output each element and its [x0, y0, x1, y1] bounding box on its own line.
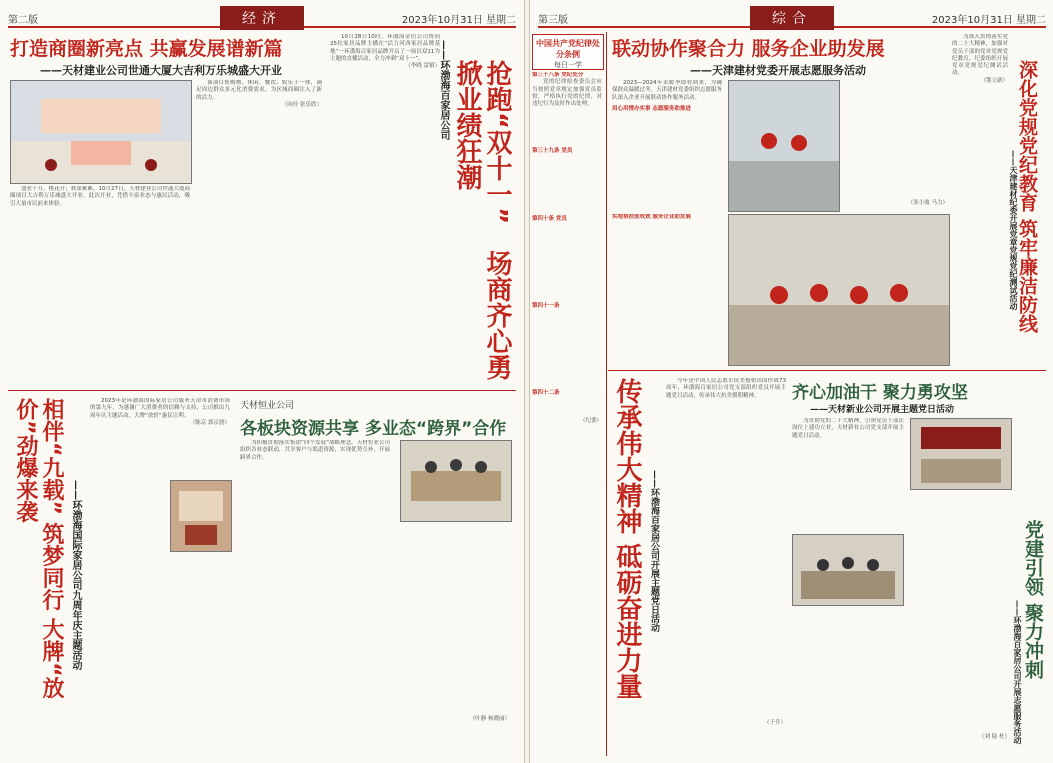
article-subhead: ——天津建材党委开展志愿服务活动: [690, 64, 866, 77]
sidebar-title: 中国共产党纪律处分条例: [536, 39, 600, 59]
divider: [8, 390, 516, 391]
group-photo-graphic: [793, 535, 903, 605]
article-photo: [170, 480, 232, 552]
meeting-photo-graphic: [401, 441, 511, 521]
article-body: [330, 34, 440, 386]
body-text: 党的纪律检查委员会应当按照党章规定加强党员监督，严格执行党的纪律，对违纪行为及时作出处理。: [532, 79, 602, 108]
vertical-headline: 抢跑“双十一” 场商齐心勇掀业绩狂潮: [452, 60, 512, 381]
sidebar-title-box: [532, 34, 604, 70]
right-page: [529, 0, 1053, 763]
article-body-3: [842, 80, 948, 210]
issue-date: 2023年10月31日 星期二: [931, 15, 1046, 26]
body-text: 该项目集购物、休闲、餐饮、娱乐于一体，满足周边群众多元化消费需求，为区域商圈注入了新的活力。: [196, 80, 322, 101]
sidebar-article: 第四十条 党员: [532, 215, 567, 222]
byline: （纪委）: [579, 417, 602, 424]
byline: （刘 陆 杜）: [979, 734, 1010, 740]
article-headline: 齐心加油干 聚力勇攻坚: [792, 383, 968, 403]
article-photo: [728, 80, 840, 212]
article-photo: [400, 440, 512, 522]
vertical-headline: 传承伟大精神 砥砺奋进力量: [612, 378, 642, 700]
body-text: 10月28日10时，环渤海金居公司协同25位家居品牌主播在“活力河西家居品牌基地”一环渤海百家居品牌开启了一场以双11为主题的直播活动，全力冲刺“双十一”。: [330, 34, 440, 62]
section-heading: 实地帮扶创成效 服务企业助发展: [612, 214, 691, 220]
section-heading: 用心用情办实事 志愿服务助推进: [612, 105, 691, 112]
vertical-headline: 深化党规党纪教育 筑牢廉洁防线: [1016, 60, 1038, 333]
vertical-headline: 党建引领 聚力冲刺: [1022, 520, 1044, 679]
article-photo: [792, 534, 904, 606]
classroom-photo-graphic: [911, 419, 1011, 489]
sidebar-article: 第三十九条 党员: [532, 148, 573, 155]
volunteer-photo-graphic: [729, 81, 839, 211]
article-subhead: ——天材新业公司开展主题党日活动: [810, 405, 955, 415]
vertical-subhead: ——环渤海百家居公司开展志愿服务活动: [1013, 600, 1022, 744]
vertical-subhead: ——环渤海国际家居公司九周年庆主题活动: [70, 480, 81, 670]
byline: （向玲 张乐欣）: [281, 101, 322, 108]
body-text: 为贯彻党的二十大精神，引领党员干部在岗位上建功立业，天材新业公司党支部开展主题党日活动。: [792, 418, 904, 439]
article-headline: 打造商圈新亮点 共赢发展谱新篇: [10, 38, 283, 60]
article-body-2: [196, 80, 322, 386]
body-text: 为积极贯彻落实集团“四个发展”战略理念，天材恒业公司组织各业态联动，共享客户与渠道资源，实现优势互补，开展跨界合作。: [240, 440, 390, 461]
page-header: [8, 6, 516, 28]
byline: （于升）: [763, 719, 786, 726]
issue-date: 2023年10月31日 星期二: [401, 15, 516, 26]
body-text: 2023年是环渤海国际家居公司服务天津市消费市场的第九年。为感谢广大消费者的信赖与支持，公司推出九周年庆主题活动，大牌“放价”惠民让利。: [90, 398, 230, 419]
article-photo: [728, 214, 950, 366]
sidebar-article: 第四十一条: [532, 303, 560, 310]
article-headline: 联动协作聚合力 服务企业助发展: [612, 38, 885, 60]
vertical-subhead: ——天津建材纪委开展党章党规党纪测试活动: [1009, 150, 1018, 310]
page-number: 第二版: [8, 15, 38, 26]
article-photo: [10, 80, 192, 184]
left-page: [0, 0, 525, 763]
article-subhead: ——天材建业公司世通大厦大吉利万乐城盛大开业: [40, 64, 282, 77]
article-headline: 各板块资源共享 多业态“跨界”合作: [240, 419, 507, 439]
byline: （张小波 马力）: [907, 200, 948, 206]
column-divider: [606, 32, 607, 756]
byline: （叶静 杨晓丽）: [469, 716, 510, 722]
body-text: 2023—2024年采暖季即将到来，为确保群众温暖过冬，天津建材党委组织志愿服务队深入企业开展联动协作服务活动。: [612, 80, 722, 101]
mall-photo-graphic: [11, 81, 191, 183]
article-body: [666, 378, 786, 748]
article-body: [90, 398, 230, 738]
byline: （鄂立新）: [980, 77, 1008, 84]
page-header: [538, 6, 1046, 28]
sidebar-body: [532, 72, 602, 752]
sidebar-article: 第三十八条 党纪处分: [532, 72, 584, 78]
body-text: 今年是中国人民志愿军抗美援朝出国作战73周年，环渤海百家居公司党支部组织党员开展主题党日活动，传承伟大抗美援朝精神。: [666, 378, 786, 399]
sidebar-article: 第四十二条: [532, 390, 560, 397]
article-body-2: [612, 214, 722, 374]
byline: （李晓 雷镇）: [405, 63, 440, 70]
article-body-2: [400, 526, 510, 738]
section-title: 综合: [750, 6, 834, 30]
article-body: [612, 80, 722, 210]
article-body: [952, 34, 1008, 364]
sidebar-subtitle: 每日一学: [554, 61, 582, 69]
vertical-subhead: ——环渤海百家居公司开展主题党日活动: [649, 470, 659, 632]
body-text: 为深入贯彻落实党的二十大精神，加强对党员干部的党章党规党纪教育，纪委组织开展党章党规党纪测试活动。: [952, 34, 1008, 77]
divider: [608, 370, 1046, 371]
article-label: 天材恒业公司: [240, 401, 295, 411]
promo-photo-graphic: [171, 481, 231, 551]
article-body: [10, 186, 190, 386]
vertical-headline: 相伴“九载” 筑梦同行 大牌“放价”劲爆来袭: [13, 398, 64, 699]
vertical-subhead: ——环渤海百家居公司: [438, 40, 449, 140]
article-body-2: [910, 494, 1010, 748]
byline: （陈京 郭京骁）: [189, 419, 230, 426]
section-title: 经济: [220, 6, 304, 30]
article-photo: [910, 418, 1012, 490]
article-body: [240, 440, 390, 740]
body-text: 盛业千月，桃花开；秋果累累。10月27日，天材建业公司世通大厦商圈项目大吉利万乐城盛大开业。此次开业，凭借丰富业态与惠民活动，吸引大量市民前来体验。: [10, 186, 190, 207]
page-number: 第三版: [538, 15, 568, 26]
article-body: [792, 418, 904, 528]
team-photo-graphic: [729, 215, 949, 365]
